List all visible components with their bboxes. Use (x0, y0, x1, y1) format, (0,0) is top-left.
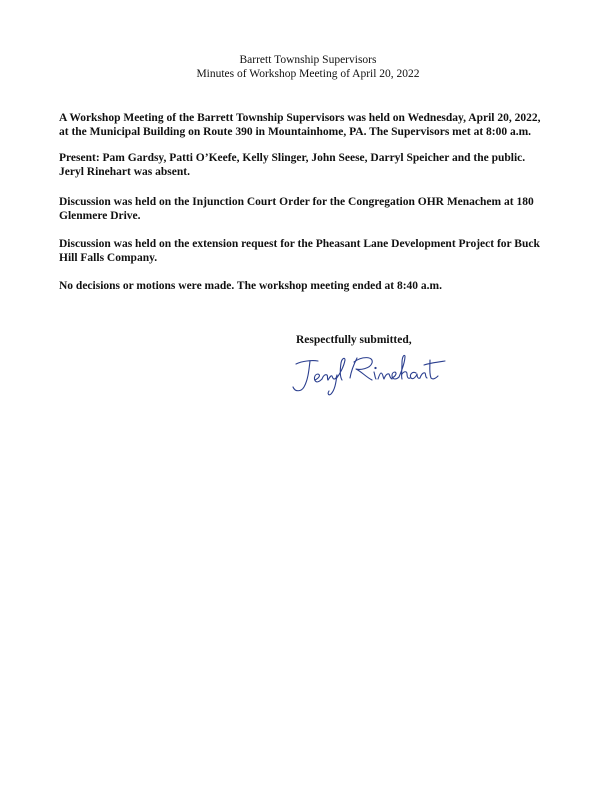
closing-text: Respectfully submitted, (296, 334, 412, 346)
paragraph-meeting-info (59, 111, 579, 139)
header-title: Barrett Township Supervisors (239, 54, 377, 66)
paragraph-line: Hill Falls Company. (59, 252, 158, 264)
header-subtitle: Minutes of Workshop Meeting of April 20, 2022 (196, 68, 420, 80)
paragraph-line: No decisions or motions were made. The workshop meeting ended at 8:40 a.m. (59, 280, 443, 292)
paragraph-line: Discussion was held on the Injunction Court Order for the Congregation OHR Menachem at 180 (59, 196, 534, 208)
paragraph-attendance (59, 151, 579, 179)
paragraph-extension-discussion (59, 237, 579, 265)
paragraph-injunction-discussion (59, 195, 579, 223)
paragraph-line: Glenmere Drive. (59, 210, 141, 222)
paragraph-line: Present: Pam Gardsy, Patti O’Keefe, Kelly Slinger, John Seese, Darryl Speicher and the public. (59, 152, 526, 164)
paragraph-conclusion (59, 279, 579, 293)
paragraph-line: A Workshop Meeting of the Barrett Township Supervisors was held on Wednesday, April 20, 2022, (59, 112, 541, 124)
document-header (0, 53, 616, 81)
paragraph-line: Discussion was held on the extension request for the Pheasant Lane Development Project for Buck (59, 238, 540, 250)
paragraph-line: Jeryl Rinehart was absent. (59, 166, 190, 178)
handwritten-signature (288, 350, 453, 398)
paragraph-line: at the Municipal Building on Route 390 in Mountainhome, PA. The Supervisors met at 8:00 a.m. (59, 126, 532, 138)
